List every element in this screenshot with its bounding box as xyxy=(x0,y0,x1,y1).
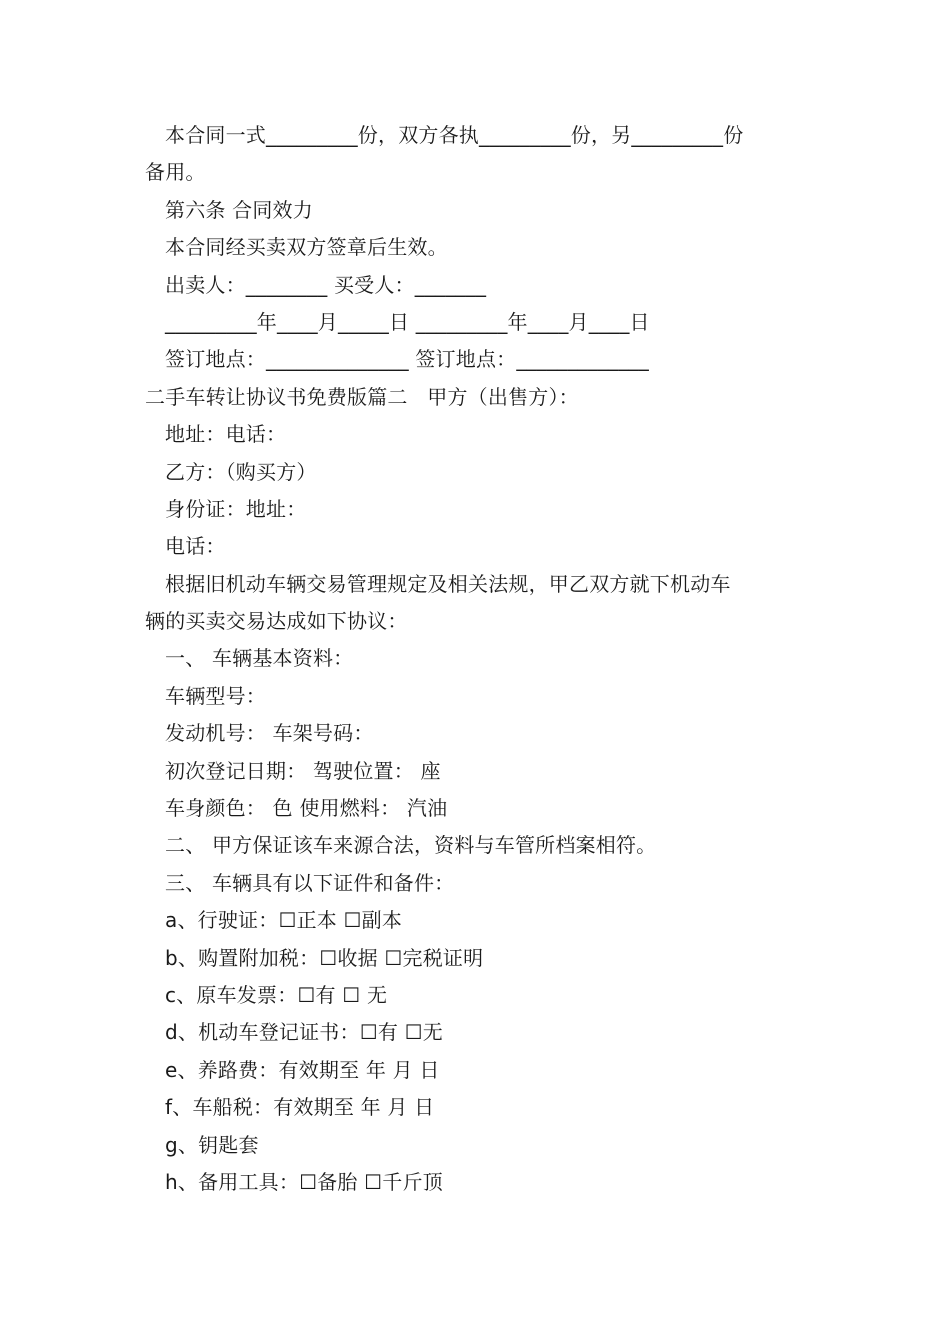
text-line: e、养路费：有效期至 年 月 日 xyxy=(165,1057,440,1082)
text-line: h、备用工具：☐备胎 ☐千斤顶 xyxy=(165,1169,443,1194)
text-line: 车身颜色： 色 使用燃料： 汽油 xyxy=(165,796,448,821)
text-line: 初次登记日期： 驾驶位置： 座 xyxy=(165,758,441,783)
text-line: 二手车转让协议书免费版篇二 甲方（出售方）： xyxy=(145,384,579,409)
text-line: 三、 车辆具有以下证件和备件： xyxy=(165,870,455,895)
text-line: 发动机号： 车架号码： xyxy=(165,721,374,746)
text-line: _________年____月_____日 _________年____月____日 xyxy=(165,309,650,334)
text-line: g、钥匙套 xyxy=(165,1132,259,1157)
text-line: 车辆型号： xyxy=(165,683,266,708)
text-line: 地址：电话： xyxy=(165,422,287,447)
text-line: 根据旧机动车辆交易管理规定及相关法规，甲乙双方就下机动车 xyxy=(165,571,731,596)
text-line: 出卖人：________ 买受人：_______ xyxy=(165,272,487,297)
text-line: 第六条 合同效力 xyxy=(165,197,313,222)
text-line: a、行驶证：☐正本 ☐副本 xyxy=(165,908,403,933)
text-line: b、购置附加税：☐收据 ☐完税证明 xyxy=(165,945,484,970)
text-line: 电话： xyxy=(165,534,226,559)
text-line: 备用。 xyxy=(145,160,206,185)
text-line: 签订地点：______________ 签订地点：_____________ xyxy=(165,347,649,372)
text-line: 一、 车辆基本资料： xyxy=(165,646,354,671)
text-line: 乙方：（购买方） xyxy=(165,459,317,484)
text-line: c、原车发票：☐有 ☐ 无 xyxy=(165,982,388,1007)
text-line: d、机动车登记证书：☐有 ☐无 xyxy=(165,1020,443,1045)
text-line: 二、 甲方保证该车来源合法，资料与车管所档案相符。 xyxy=(165,833,657,858)
document-body xyxy=(145,117,815,1201)
text-line: 本合同经买卖双方签章后生效。 xyxy=(165,235,448,260)
text-line: 身份证：地址： xyxy=(165,496,307,521)
text-line: 本合同一式_________份，双方各执_________份，另_________份 xyxy=(165,123,744,147)
text-line: f、车船税：有效期至 年 月 日 xyxy=(165,1095,435,1120)
text-line: 辆的买卖交易达成如下协议： xyxy=(145,609,408,634)
